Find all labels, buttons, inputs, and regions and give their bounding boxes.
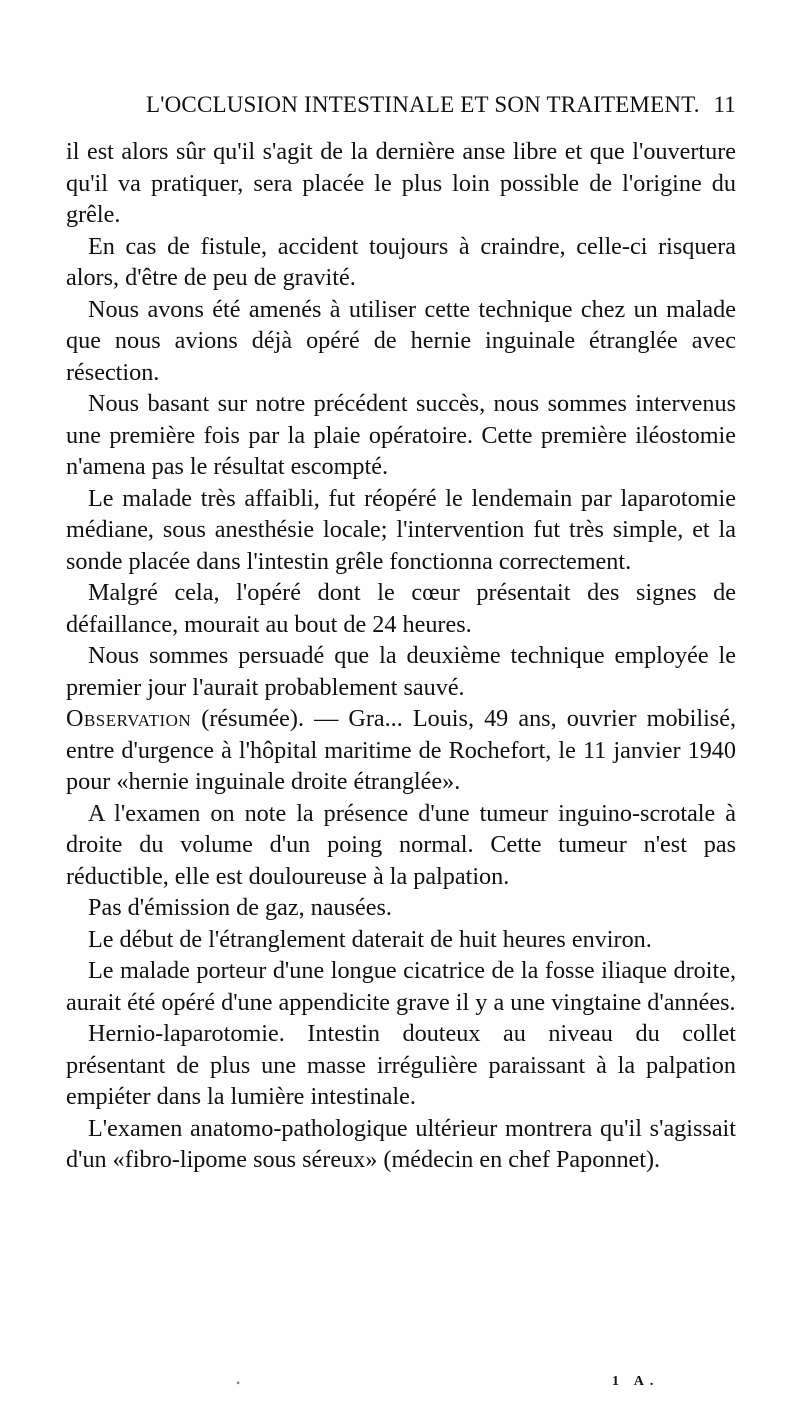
observation-paragraph: L'examen anatomo-pathologique ultérieur montrera qu'il s'agissait d'un «fibro-lipome sous séreux» (médecin en chef Paponnet). bbox=[66, 1114, 736, 1173]
paragraph: Malgré cela, l'opéré dont le cœur présentait des signes de défaillance, mourait au bout de 24 heures. bbox=[66, 579, 736, 638]
observation-lead-text: (résumée). — Gra... Louis, 49 ans, ouvrier mobilisé, entre d'urgence à l'hôpital maritime de Rochefort, le 11 janvier 1940 pour «hernie inguinale droite étranglée». bbox=[66, 705, 736, 795]
observation-paragraph: Le début de l'étranglement daterait de huit heures environ. bbox=[88, 925, 652, 953]
observation-heading: Observation bbox=[66, 705, 192, 732]
running-title: L'OCCLUSION INTESTINALE ET SON TRAITEMENT. bbox=[146, 92, 700, 117]
observation-paragraph: Le malade porteur d'une longue cicatrice de la fosse iliaque droite, aurait été opéré d'une appendicite grave il y a une vingtaine d'années. bbox=[66, 957, 736, 1016]
observation-paragraph: A l'examen on note la présence d'une tumeur inguino-scrotale à droite du volume d'un poing normal. Cette tumeur n'est pas réductible, elle est douloureuse à la palpation. bbox=[66, 799, 736, 890]
paragraph: Le malade très affaibli, fut réopéré le lendemain par laparotomie médiane, sous anesthésie locale; l'intervention fut très simple, et la sonde placée dans l'intestin grêle fonctionna correctement. bbox=[66, 484, 736, 575]
paragraph: Nous sommes persuadé que la deuxième technique employée le premier jour l'aurait probablement sauvé. bbox=[66, 642, 736, 701]
signature-mark: 1 A. bbox=[612, 1374, 660, 1389]
printing-speck: • bbox=[236, 1376, 241, 1390]
main-text bbox=[66, 136, 736, 1176]
paragraph: En cas de fistule, accident toujours à craindre, celle-ci risquera alors, d'être de peu de gravité. bbox=[66, 232, 736, 291]
paragraph: Nous basant sur notre précédent succès, nous sommes intervenus une première fois par la plaie opératoire. Cette première iléostomie n'amena pas le résultat escompté. bbox=[66, 390, 736, 480]
paragraph: Nous avons été amenés à utiliser cette technique chez un malade que nous avions déjà opéré de hernie inguinale étranglée avec résection. bbox=[66, 295, 736, 386]
page-number: 11 bbox=[713, 92, 736, 117]
observation-lead-paragraph bbox=[66, 703, 736, 798]
paragraph: il est alors sûr qu'il s'agit de la dernière anse libre et que l'ouverture qu'il va pratiquer, sera placée le plus loin possible de l'origine du grêle. bbox=[66, 138, 736, 228]
running-header bbox=[146, 92, 736, 120]
observation-paragraph: Hernio-laparotomie. Intestin douteux au niveau du collet présentant de plus une masse irrégulière paraissant à la palpation empiéter dans la lumière intestinale. bbox=[66, 1020, 736, 1110]
observation-paragraph: Pas d'émission de gaz, nausées. bbox=[88, 894, 392, 921]
